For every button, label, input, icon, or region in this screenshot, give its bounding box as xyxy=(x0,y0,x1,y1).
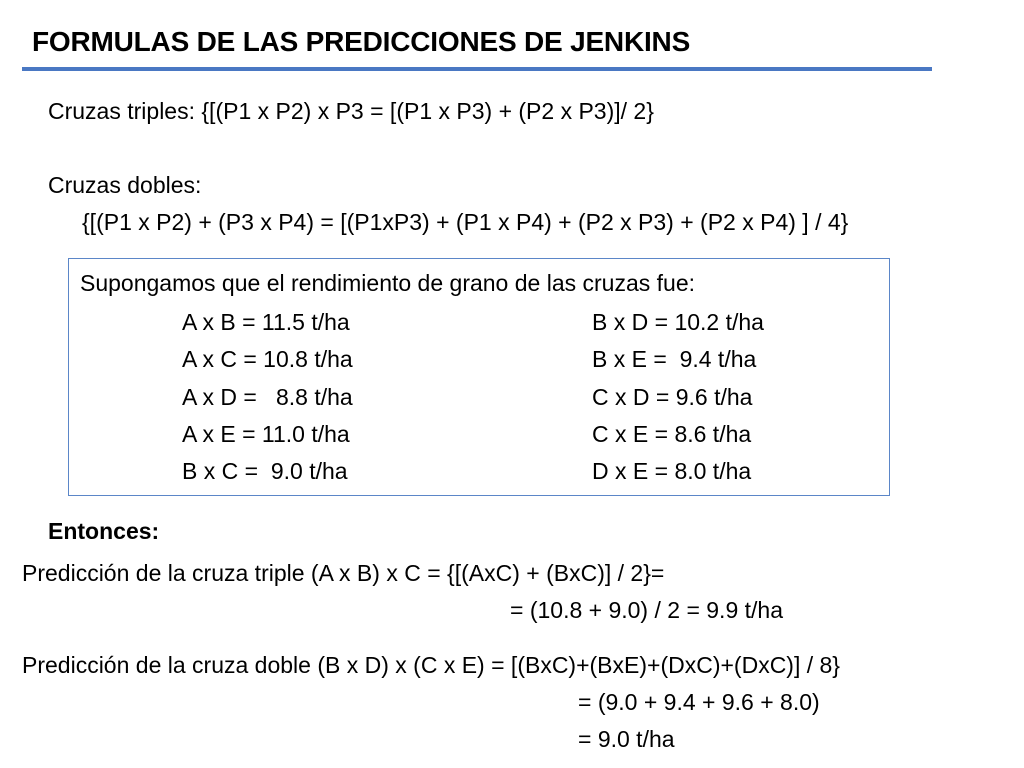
triple-prediction-line2: = (10.8 + 9.0) / 2 = 9.9 t/ha xyxy=(510,597,783,623)
slide-title: FORMULAS DE LAS PREDICCIONES DE JENKINS xyxy=(32,26,691,57)
double-prediction-line2: = (9.0 + 9.4 + 9.6 + 8.0) xyxy=(578,689,820,715)
yield-left-item: A x E = 11.0 t/ha xyxy=(182,421,350,447)
yield-right-item: B x E = 9.4 t/ha xyxy=(592,346,757,372)
double-cross-label: Cruzas dobles: xyxy=(48,172,202,198)
yield-left-item: A x D = 8.8 t/ha xyxy=(182,384,353,410)
triple-cross-formula: Cruzas triples: {[(P1 x P2) x P3 = [(P1 x P3) + (P2 x P3)]/ 2} xyxy=(48,98,654,124)
yield-intro: Supongamos que el rendimiento de grano de las cruzas fue: xyxy=(80,270,696,296)
yield-right-item: C x E = 8.6 t/ha xyxy=(592,421,752,447)
title-underline xyxy=(22,67,932,71)
triple-prediction-line1: Predicción de la cruza triple (A x B) x C = {[(AxC) + (BxC)] / 2}= xyxy=(22,560,665,586)
yield-left-item: A x C = 10.8 t/ha xyxy=(182,346,353,372)
yield-right-item: B x D = 10.2 t/ha xyxy=(592,309,764,335)
double-prediction-line3: = 9.0 t/ha xyxy=(578,726,675,752)
entonces-label: Entonces: xyxy=(48,518,160,544)
yield-right-item: D x E = 8.0 t/ha xyxy=(592,458,752,484)
double-prediction-line1: Predicción de la cruza doble (B x D) x (C x E) = [(BxC)+(BxE)+(DxC)+(DxC)] / 8} xyxy=(22,652,840,678)
yield-left-item: B x C = 9.0 t/ha xyxy=(182,458,348,484)
yield-left-item: A x B = 11.5 t/ha xyxy=(182,309,350,335)
yield-right-item: C x D = 9.6 t/ha xyxy=(592,384,753,410)
double-cross-formula: {[(P1 x P2) + (P3 x P4) = [(P1xP3) + (P1 x P4) + (P2 x P3) + (P2 x P4) ] / 4} xyxy=(82,209,849,235)
